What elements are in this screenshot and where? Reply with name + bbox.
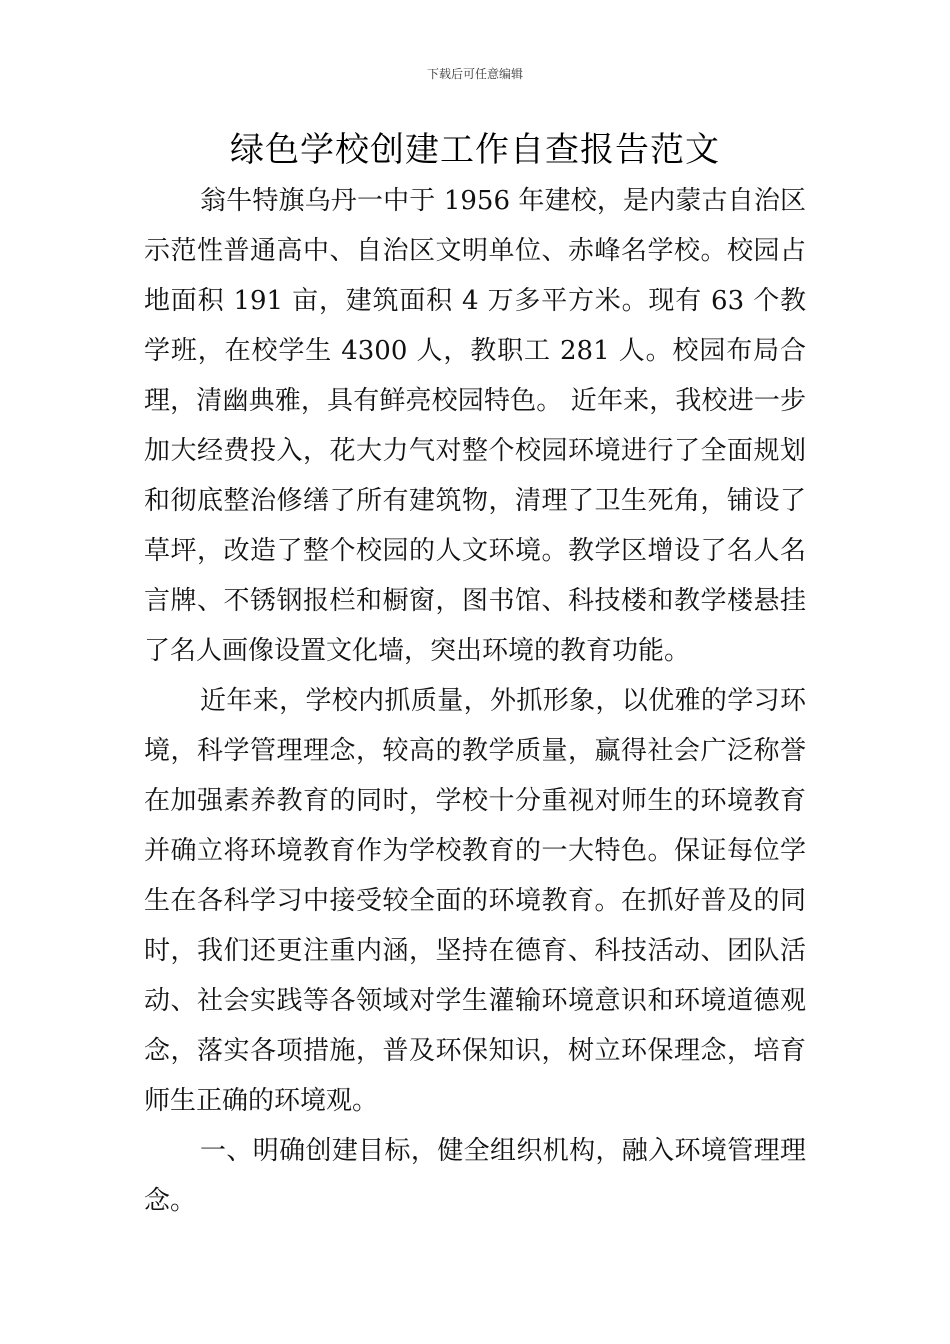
paragraph-school-intro: 翁牛特旗乌丹一中于 1956 年建校，是内蒙古自治区示范性普通高中、自治区文明单位、赤峰名学校。校园占地面积 191 亩，建筑面积 4 万多平方米。现有 63 个教学班，在校学生 4300 人，教职工 281 人。校园布局合理，清幽典雅，具有鲜亮校园特色。 近年来，我校进一步加大经费投入，花大力气对整个校园环境进行了全面规划和彻底整治修缮了所有建筑物，清理了卫生死角，铺设了草坪，改造了整个校园的人文环境。教学区增设了名人名言牌、不锈钢报栏和橱窗，图书馆、科技楼和教学楼悬挂了名人画像设置文化墙，突出环境的教育功能。	[144, 186, 806, 666]
paragraph-environmental-education: 近年来，学校内抓质量，外抓形象，以优雅的学习环境，科学管理理念，较高的教学质量，赢得社会广泛称誉在加强素养教育的同时，学校十分重视对师生的环境教育并确立将环境教育作为学校教育的一大特色。保证每位学生在各科学习中接受较全面的环境教育。在抓好普及的同时，我们还更注重内涵，坚持在德育、科技活动、团队活动、社会实践等各领域对学生灌输环境意识和环境道德观念，落实各项措施，普及环保知识，树立环保理念，培育师生正确的环境观。	[144, 686, 806, 1116]
paragraph-section-one-heading: 一、明确创建目标，健全组织机构，融入环境管理理念。	[144, 1136, 806, 1216]
page-header-note: 下载后可任意编辑	[426, 67, 523, 81]
document-body	[144, 176, 806, 1226]
document-title: 绿色学校创建工作自查报告范文	[230, 130, 720, 170]
